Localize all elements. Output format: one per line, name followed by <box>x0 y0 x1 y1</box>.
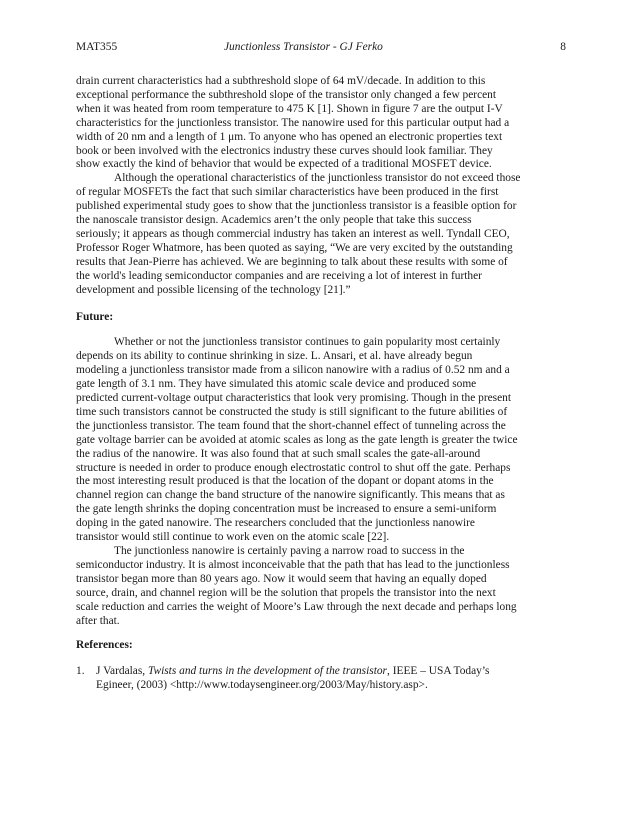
text-line: the gate length shrinks the doping concentration must be increased to ensure a semi-uniform <box>76 503 497 516</box>
text-line: doping in the gated nanowire. The researchers concluded that the junctionless nanowire <box>76 517 475 530</box>
text-line: after that. <box>76 614 120 627</box>
text-line: of regular MOSFETs the fact that such similar characteristics have been produced in the first <box>76 186 499 199</box>
reference-number: 1. <box>76 665 85 678</box>
reference-title: Twists and turns in the development of the transistor <box>148 665 387 678</box>
reference-line-1 <box>96 665 566 679</box>
document-body <box>76 75 566 693</box>
paragraph-3 <box>76 336 566 545</box>
text-line: when it was heated from room temperature to 475 K [1]. Shown in figure 7 are the output I-V <box>76 102 503 115</box>
text-line: semiconductor industry. It is almost inconceivable that the path that has lead to the junctionless <box>76 558 510 571</box>
text-line: predicted current-voltage output characteristics that look very promising. Though in the present <box>76 392 512 405</box>
text-line: channel region can change the band structure of the nanowire significantly. This means that as <box>76 489 505 502</box>
reference-author: J Vardalas, <box>96 665 148 678</box>
text-line: the radius of the nanowire. It was also found that at such small scales the gate-all-around <box>76 447 481 460</box>
text-line: transistor began more than 80 years ago. Now it would seem that having an equally doped <box>76 572 487 585</box>
text-line: structure is needed in order to produce enough electrostatic control to shut off the gate. Perhaps <box>76 461 511 474</box>
text-line: Whether or not the junctionless transistor continues to gain popularity most certainly <box>114 336 501 349</box>
text-line: drain current characteristics had a subthreshold slope of 64 mV/decade. In addition to this <box>76 75 486 87</box>
text-line: book or been involved with the electronics industry these curves should look familiar. They <box>76 144 493 157</box>
paragraph-4 <box>76 545 566 628</box>
text-line: the junctionless transistor. The team found that the short-channel effect of tunneling across the <box>76 419 506 432</box>
reference-item <box>76 665 566 693</box>
page-header <box>76 41 566 57</box>
text-line: modeling a junctionless transistor made from a silicon nanowire with a radius of 0.52 nm and a <box>76 364 510 377</box>
text-line: exceptional performance the subthreshold slope of the transistor only changed a few percent <box>76 88 497 101</box>
text-line: Professor Roger Whatmore, has been quoted as saying, “We are very excited by the outstanding <box>76 241 513 254</box>
text-line: depends on its ability to continue shrinking in size. L. Ansari, et al. have already begun <box>76 350 473 363</box>
header-title: Junctionless Transistor - GJ Ferko <box>224 41 383 53</box>
text-line: seriously; it appears as though commercial industry has taken an interest as well. Tyndall CEO, <box>76 227 510 240</box>
text-line: gate length of 3.1 nm. They have simulated this atomic scale device and produced some <box>76 378 477 391</box>
text-line: the nanoscale transistor design. Academics aren’t the only people that take this success <box>76 214 472 227</box>
text-line: gate voltage barrier can be avoided at atomic scales as long as the gate length is greater the twice <box>76 433 518 446</box>
text-line: published experimental study goes to show that the junctionless transistor is a feasible option for <box>76 200 517 213</box>
text-line: scale reduction and carries the weight of Moore’s Law through the next decade and perhaps long <box>76 600 517 613</box>
text-line: transistor would still continue to work even on the atomic scale [22]. <box>76 531 390 544</box>
text-line: show exactly the kind of behavior that would be expected of a traditional MOSFET device. <box>76 158 492 171</box>
references-heading: References: <box>76 639 133 652</box>
paragraph-1 <box>76 75 566 172</box>
text-line: width of 20 nm and a length of 1 μm. To anyone who has opened an electronic properties text <box>76 130 503 143</box>
text-line: development and possible licensing of the technology [21].” <box>76 283 351 296</box>
text-line: the most interesting result produced is that the location of the dopant or dopant atoms in the <box>76 475 494 488</box>
text-line: The junctionless nanowire is certainly paving a narrow road to success in the <box>114 545 465 557</box>
text-line: characteristics for the junctionless transistor. The nanowire used for this particular output had a <box>76 116 510 129</box>
text-line: results that Jean-Pierre has achieved. We are beginning to talk about these results with some of <box>76 255 508 268</box>
reference-publisher: , IEEE – USA Today’s <box>387 665 490 678</box>
text-line: time such transistors cannot be constructed the study is still significant to the future abilities of <box>76 405 508 418</box>
text-line: the world's leading semiconductor companies and are receiving a lot of interest in further <box>76 269 482 282</box>
reference-line-2: Egineer, (2003) <http://www.todaysengineer.org/2003/May/history.asp>. <box>96 679 428 692</box>
header-course: MAT355 <box>76 41 118 53</box>
header-page-number: 8 <box>560 41 566 53</box>
text-line: Although the operational characteristics of the junctionless transistor do not exceed those <box>114 172 521 185</box>
paragraph-2 <box>76 172 566 297</box>
text-line: source, drain, and channel region will be the solution that propels the transistor into the next <box>76 586 496 599</box>
future-heading: Future: <box>76 310 114 323</box>
